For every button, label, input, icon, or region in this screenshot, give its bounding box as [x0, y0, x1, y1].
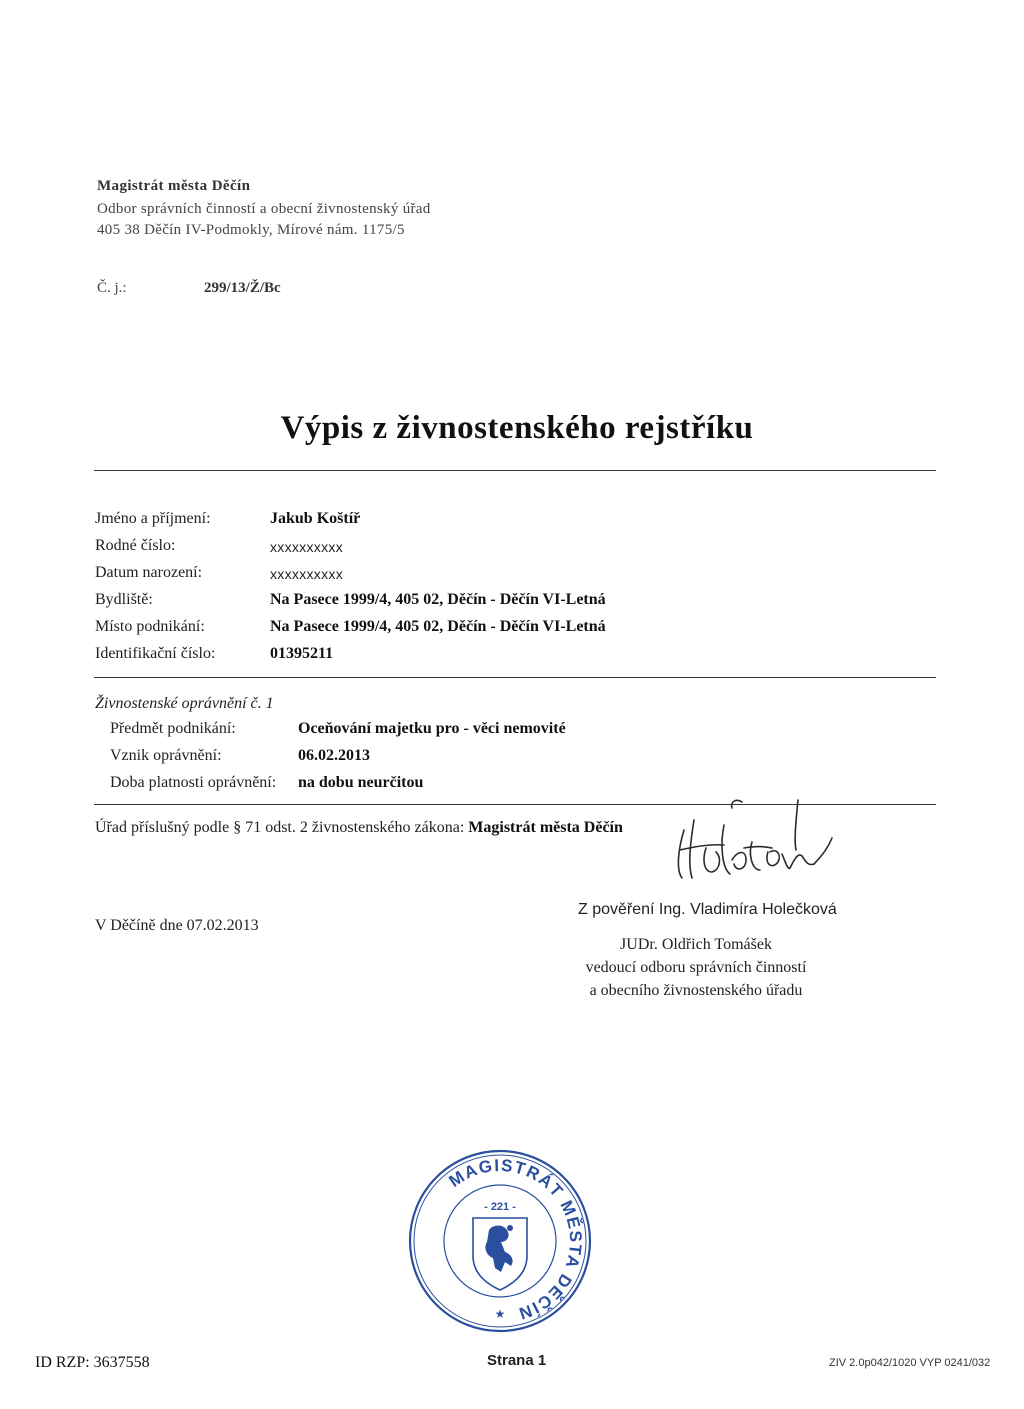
birth-date-label: Datum narození: [95, 564, 203, 581]
license-heading: Živnostenské oprávnění č. 1 [95, 695, 274, 712]
name-label: Jméno a příjmení: [95, 510, 211, 527]
department-name: Odbor správních činností a obecní živnostenský úřad [97, 201, 431, 217]
reference-number: 299/13/Ž/Bc [204, 280, 281, 296]
lion-icon [485, 1225, 513, 1272]
authorization-line: Z pověření Ing. Vladimíra Holečková [578, 901, 837, 918]
subject-label: Předmět podnikání: [110, 720, 236, 737]
residence-value: Na Pasece 1999/4, 405 02, Děčín - Děčín VI-Letná [270, 591, 606, 608]
competent-office-label: Úřad příslušný podle § 71 odst. 2 živnostenského zákona: [95, 819, 465, 836]
origin-label: Vznik oprávnění: [110, 747, 222, 764]
id-number-value: 01395211 [270, 645, 334, 662]
handwritten-signature [672, 790, 837, 885]
page-number: Strana 1 [487, 1352, 547, 1369]
birth-number-value: xxxxxxxxxx [270, 539, 343, 555]
divider-top [94, 470, 936, 471]
business-place-label: Místo podnikání: [95, 618, 205, 635]
residence-label: Bydliště: [95, 591, 153, 608]
office-name: Magistrát města Děčín [97, 178, 251, 194]
form-code: ZIV 2.0p042/1020 VYP 0241/032 [829, 1357, 991, 1369]
competent-office-line [95, 819, 623, 837]
competent-office-value: Magistrát města Děčín [468, 819, 623, 836]
subject-value: Oceňování majetku pro - věci nemovité [298, 720, 566, 737]
stamp-star-icon: ★ [494, 1307, 506, 1321]
place-and-date: V Děčíně dne 07.02.2013 [95, 917, 259, 934]
id-rzp: ID RZP: 3637558 [35, 1354, 150, 1371]
signatory-role-line-1: vedoucí odboru správních činností [585, 959, 807, 976]
validity-value: na dobu neurčitou [298, 774, 424, 791]
name-value: Jakub Koštíř [270, 510, 361, 527]
business-place-value: Na Pasece 1999/4, 405 02, Děčín - Děčín VI-Letná [270, 618, 606, 635]
birth-date-value: xxxxxxxxxx [270, 566, 343, 582]
document-title: Výpis z živnostenského rejstříku [280, 410, 754, 446]
validity-label: Doba platnosti oprávnění: [110, 774, 277, 791]
divider-middle [94, 677, 936, 678]
official-stamp [407, 1148, 593, 1334]
office-address: 405 38 Děčín IV-Podmokly, Mírové nám. 1175/5 [97, 222, 405, 238]
reference-label: Č. j.: [97, 280, 127, 296]
origin-value: 06.02.2013 [298, 747, 370, 764]
signatory-name: JUDr. Oldřich Tomášek [620, 936, 772, 953]
stamp-ring-text: MAGISTRÁT MĚSTA DĚČÍN [445, 1155, 586, 1324]
signatory-role-line-2: a obecního živnostenského úřadu [589, 982, 803, 999]
stamp-number: - 221 - [484, 1201, 516, 1213]
birth-number-label: Rodné číslo: [95, 537, 176, 554]
id-number-label: Identifikační číslo: [95, 645, 216, 662]
